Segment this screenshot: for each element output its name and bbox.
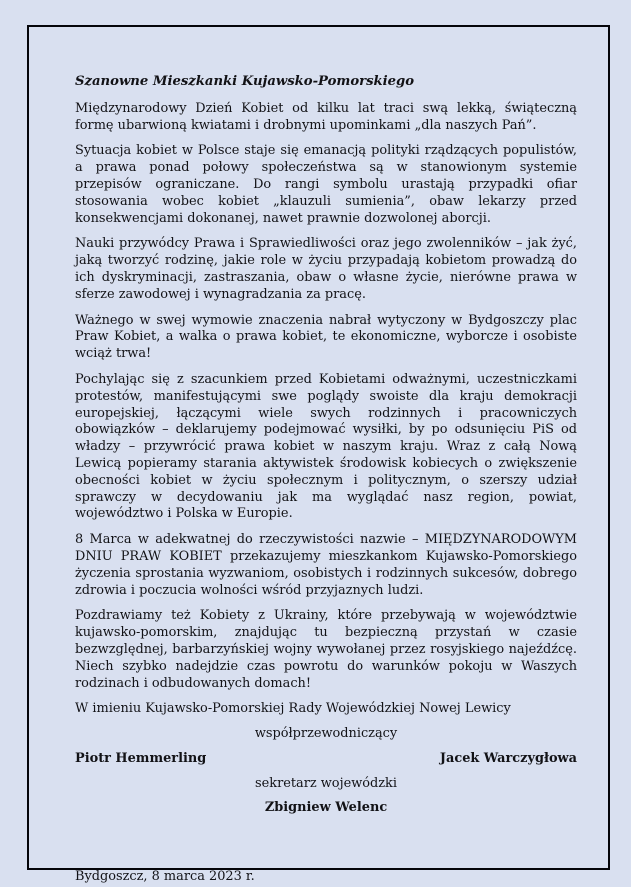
document-sheet — [27, 25, 610, 885]
co-chairs-names-row — [75, 751, 577, 768]
co-chair-left-name: Piotr Hemmerling — [75, 750, 207, 766]
paragraph-6: 8 Marca w adekwatnej do rzeczywistości nazwie – MIĘDZYNARODOWYM DNIU PRAW KOBIET przekazujemy mieszkankom Kujawsko-Pomorskiego życzenia sprostania wyzwaniom, osobistych i rodzinnych sukcesów, dobrego zdrowia i poczucia wolności wśród przyjaznych ludzi. — [75, 532, 577, 598]
paragraph-7: Pozdrawiamy też Kobiety z Ukrainy, które przebywają w województwie kujawsko-pomorskim, znajdując tu bezpieczną przystań w czasie bezwzględnej, barbarzyńskiej wojny wywołanej przez rosyjskiego najeźdźcę. Niech szybko nadejdzie czas powrotu do warunków pokoju w Waszych rodzinach i odbudowanych domach! — [75, 608, 577, 691]
co-chair-right-name: Jacek Warczygłowa — [439, 750, 577, 766]
paragraph-1: Międzynarodowy Dzień Kobiet od kilku lat traci swą lekką, świąteczną formę ubarwioną kwiatami i drobnymi upominkami „dla naszych Pań”. — [75, 100, 577, 133]
paragraph-3: Nauki przywódcy Prawa i Sprawiedliwości oraz jego zwolenników – jak żyć, jaką tworzyć rodzinę, jakie role w życiu przypadają kobietom prowadzą do ich dyskryminacji, zastraszania, obaw o własne życie, nierówne prawa w sferze zawodowej i wynagradzania za pracę. — [75, 236, 577, 302]
secretary-name: Zbigniew Welenc — [264, 800, 388, 816]
salutation-heading: Szanowne Mieszkanki Kujawsko-Pomorskiego — [75, 74, 415, 89]
paragraph-5: Pochylając się z szacunkiem przed Kobietami odważnymi, uczestniczkami protestów, manifestującymi swe poglądy swoiste dla kraju demokracji europejskiej, łączącymi wiele swych rodzinnych i pracowniczych obowiązków – deklarujemy podejmować wysiłki, by po odsunięciu PiS od władzy – przywrócić prawa kobiet w naszym kraju. Wraz z całą Nową Lewicą popieramy starania aktywistek środowisk kobiecych o zwiększenie obecności kobiet w życiu społecznym i politycznym, o szerszy udział sprawczy w decydowaniu jak ma wyglądać nasz region, powiat, województwo i Polska w Europie. — [75, 371, 577, 522]
on-behalf-line: W imieniu Kujawsko-Pomorskiej Rady Wojewódzkiej Nowej Lewicy — [75, 701, 511, 717]
dateline: Bydgoszcz, 8 marca 2023 r. — [75, 869, 255, 885]
paragraph-4: Ważnego w swej wymowie znaczenia nabrał wytyczony w Bydgoszczy plac Praw Kobiet, a walka o prawa kobiet, te ekonomiczne, wyborcze i osobiste wciąż trwa! — [75, 312, 577, 362]
secretary-title: sekretarz wojewódzki — [255, 775, 397, 791]
co-chairs-title: współprzewodniczący — [254, 726, 398, 742]
paragraph-2: Sytuacja kobiet w Polsce staje się emanacją polityki rządzących populistów, a prawa ponad połowy społeczeństwa są w stanowionym systemie przepisów ograniczane. Do rangi symbolu urastają przypadki ofiar stosowania wobec kobiet „klauzuli sumienia”, obaw lekarzy przed konsekwencjami dokonanej, nawet prawnie dozwolonej aborcji. — [75, 143, 577, 226]
